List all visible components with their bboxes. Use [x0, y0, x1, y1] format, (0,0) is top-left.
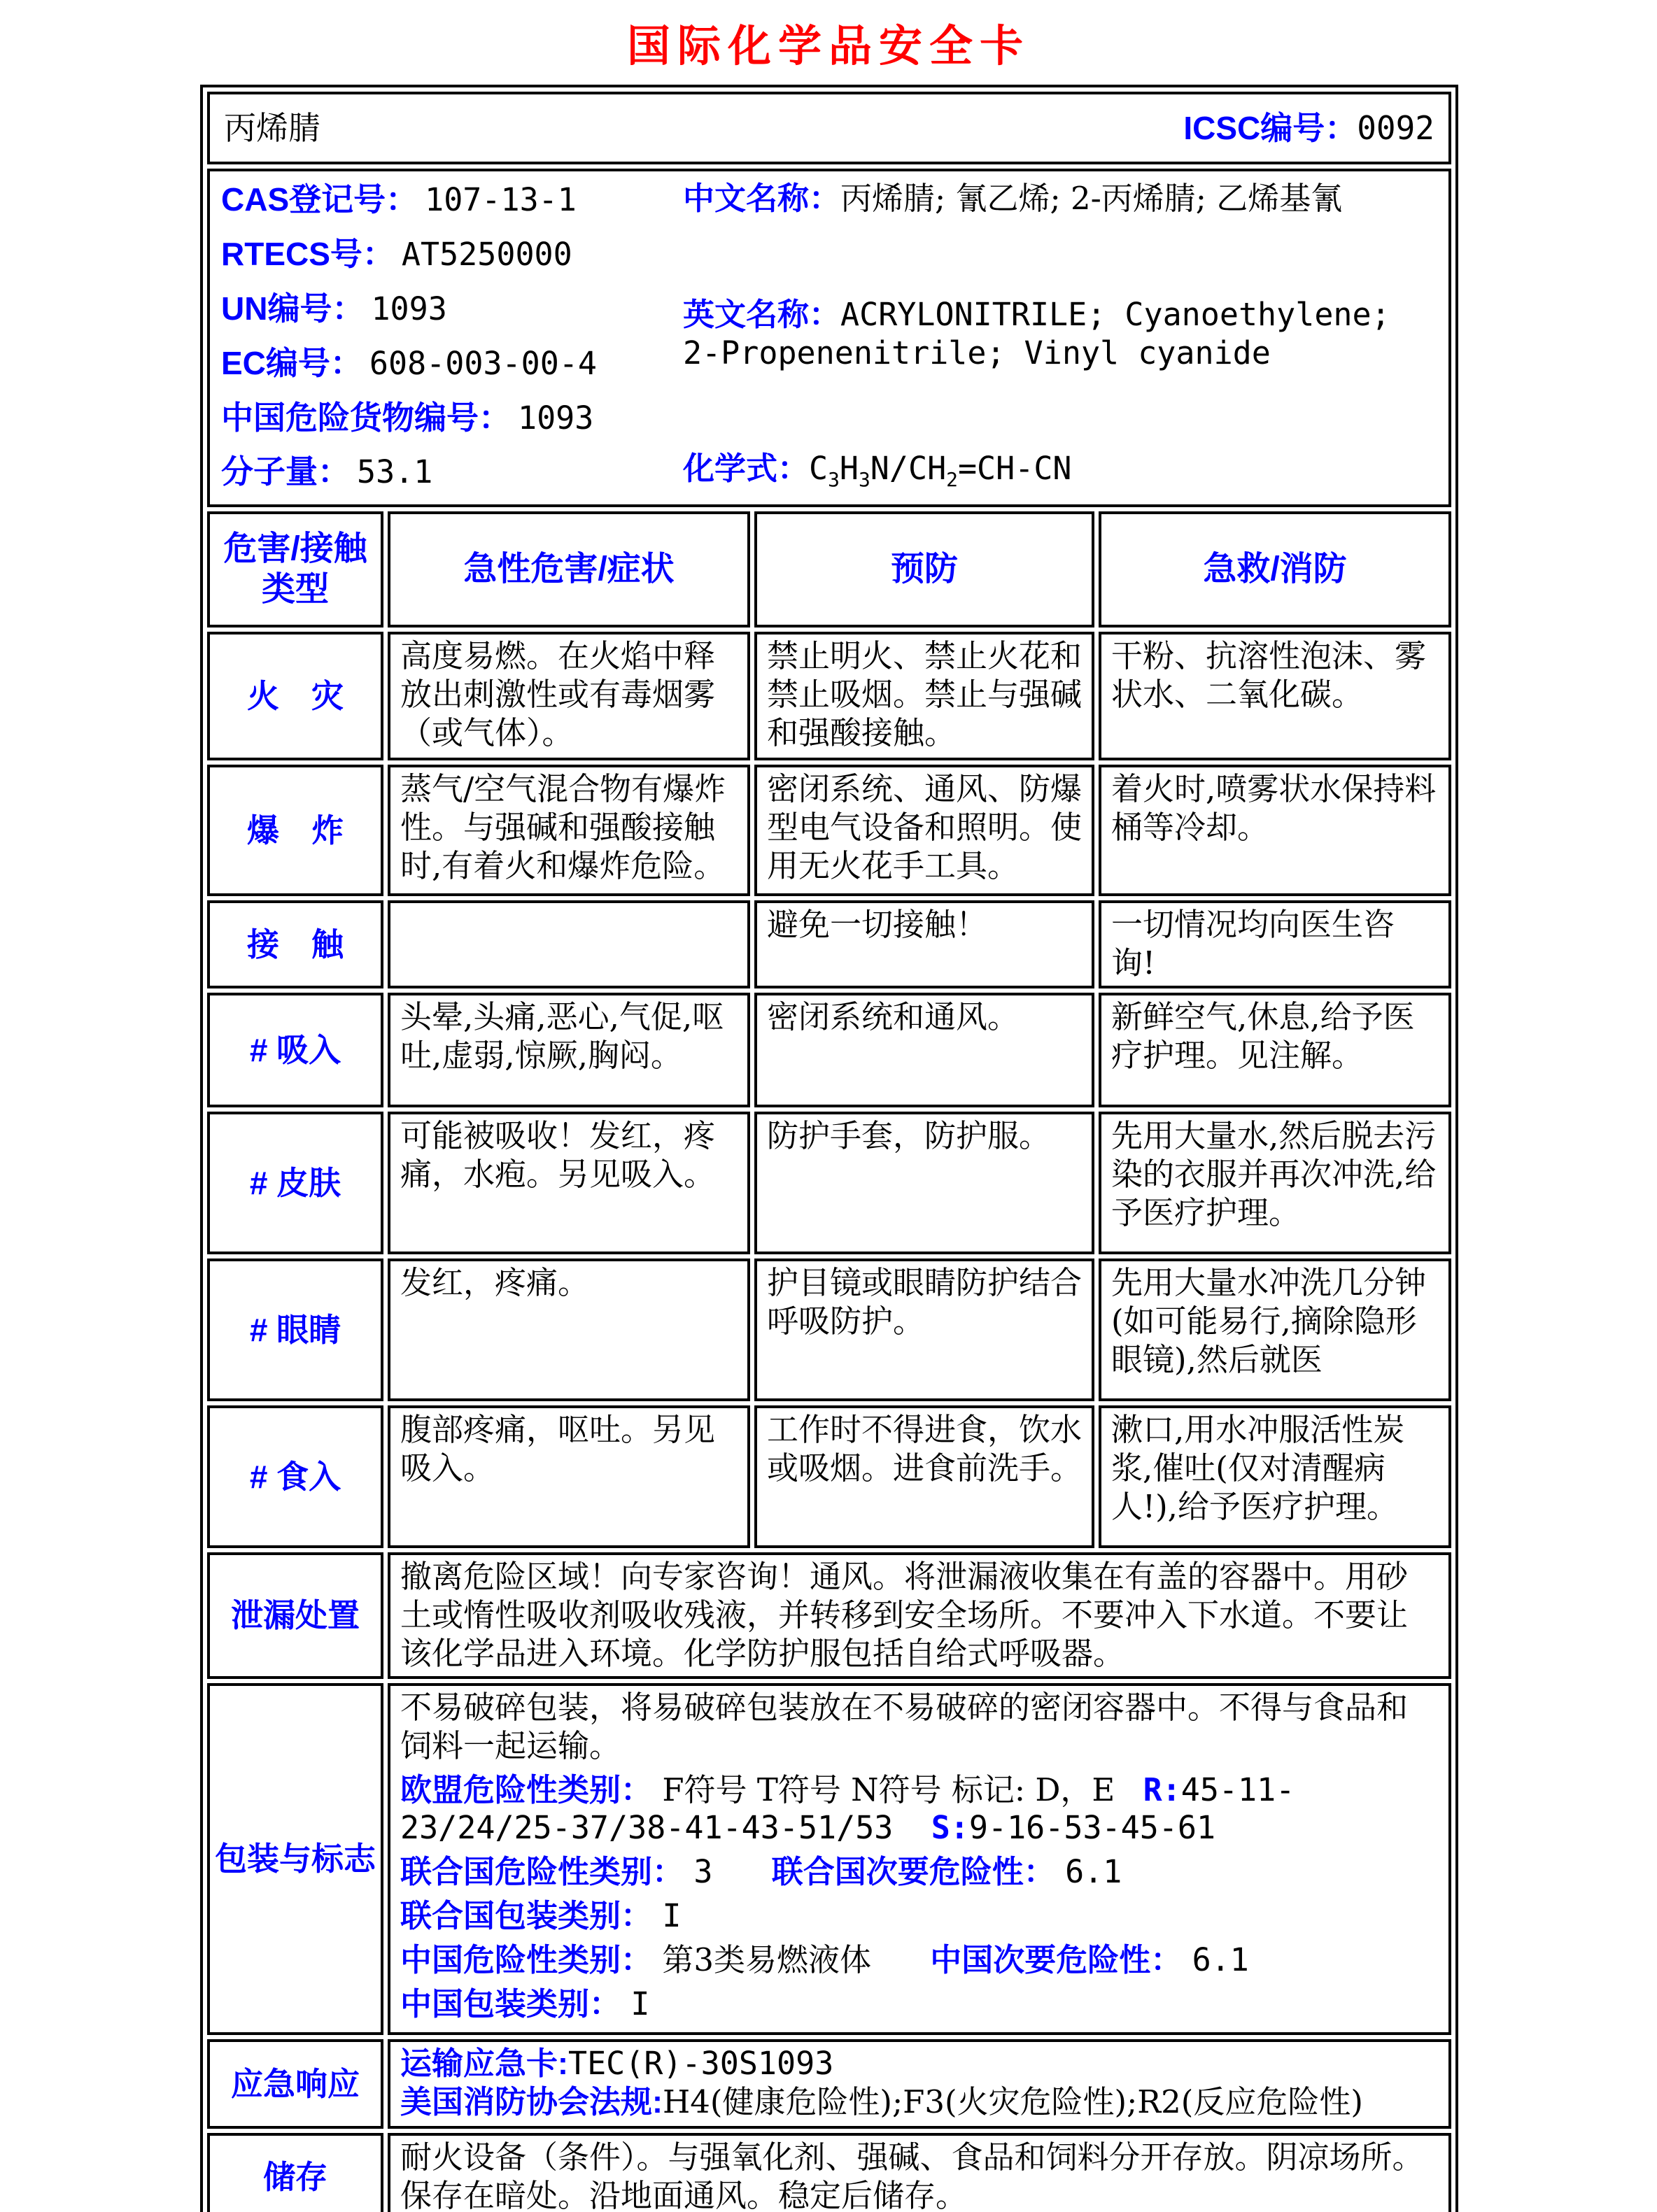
contact-prevention: 避免一切接触！ [754, 900, 1094, 988]
chemical-formula: $C_3H_3N/CH_2=CH-CN$ [809, 450, 1072, 492]
emergency-label: 应急响应 [207, 2039, 383, 2129]
chinese-name-label: 中文名称： [683, 180, 841, 216]
hazard-row-fire [207, 632, 1451, 760]
china-dg-number-line [221, 398, 683, 438]
cn-sub-label: 中国次要危险性： [930, 1942, 1183, 1978]
fire-response: 干粉、抗溶性泡沫、雾状水、二氧化碳。 [1099, 632, 1451, 760]
eyes-response: 先用大量水冲洗几分钟(如可能易行,摘除隐形眼镜),然后就医 [1099, 1259, 1451, 1401]
un-class-value: 3 [693, 1853, 713, 1891]
nfpa-value: H4(健康危险性);F3(火灾危险性);R2(反应危险性) [663, 2083, 1363, 2120]
ec-label: EC编号： [221, 344, 362, 381]
s-phrases-label: S: [931, 1809, 969, 1847]
hazard-row-contact [207, 900, 1451, 988]
chinese-name-value: 丙烯腈; 氰乙烯; 2-丙烯腈; 乙烯基氰 [840, 180, 1343, 217]
english-name-value: ACRYLONITRILE; Cyanoethylene; 2-Propenenitrile; Vinyl cyanide [683, 295, 1390, 371]
chinese-name-line [683, 180, 1437, 218]
ingestion-symptoms: 腹部疼痛，呕吐。另见吸入。 [388, 1405, 750, 1548]
cn-classification-line [400, 1941, 1439, 1980]
spill-content: 撤离危险区域！向专家咨询！通风。将泄漏液收集在有盖的容器中。用砂土或惰性吸收剂吸收残液，并转移到安全场所。不要冲入下水道。不要让该化学品进入环境。化学防护服包括自给式呼吸器。 [388, 1552, 1451, 1679]
icsc-label: ICSC编号： [1183, 109, 1358, 146]
un-pack-label: 联合国包装类别： [400, 1898, 653, 1934]
un-value: 1093 [371, 290, 447, 327]
fire-label: 火 灾 [207, 632, 383, 760]
inhalation-label: # 吸入 [207, 993, 383, 1107]
name-cell [207, 92, 1451, 164]
inhalation-symptoms: 头晕,头痛,恶心,气促,呕吐,虚弱,惊厥,胸闷。 [388, 993, 750, 1107]
eyes-prevention: 护目镜或眼睛防护结合呼吸防护。 [754, 1259, 1094, 1401]
molar-mass-label: 分子量： [221, 453, 350, 490]
header-prevention: 预防 [754, 511, 1094, 628]
un-label: UN编号： [221, 290, 365, 327]
skin-response: 先用大量水,然后脱去污染的衣服并再次冲洗,给予医疗护理。 [1099, 1112, 1451, 1254]
hazard-row-inhalation [207, 993, 1451, 1107]
un-packing-line [400, 1897, 1439, 1936]
hazard-row-ingestion [207, 1405, 1451, 1548]
icsc-value: 0092 [1357, 108, 1434, 147]
contact-symptoms [388, 900, 750, 988]
packaging-content [388, 1683, 1451, 2035]
cn-packing-line [400, 1985, 1439, 2024]
header-response: 急救/消防 [1099, 511, 1451, 628]
fire-prevention: 禁止明火、禁止火花和禁止吸烟。禁止与强碱和强酸接触。 [754, 632, 1094, 760]
hazard-row-eyes [207, 1259, 1451, 1401]
spill-label: 泄漏处置 [207, 1552, 383, 1679]
ec-value: 608-003-00-4 [369, 344, 598, 382]
rtecs-value: AT5250000 [401, 235, 572, 273]
contact-response: 一切情况均向医生咨询! [1099, 900, 1451, 988]
un-number-line [221, 289, 683, 329]
identifiers-layout [220, 174, 1439, 502]
un-sub-value: 6.1 [1065, 1853, 1122, 1891]
header-hazard-type: 危害/接触类型 [207, 511, 383, 628]
header-symptoms: 急性危害/症状 [388, 511, 750, 628]
icsc-number-group [1183, 108, 1434, 148]
cas-label: CAS登记号： [221, 181, 418, 218]
skin-prevention: 防护手套，防护服。 [754, 1112, 1094, 1254]
spill-row [207, 1552, 1451, 1679]
rtecs-number-line [221, 234, 683, 274]
un-class-label: 联合国危险性类别： [400, 1854, 684, 1890]
emergency-row [207, 2039, 1451, 2129]
storage-content: 耐火设备（条件）。与强氧化剂、强碱、食品和饲料分开存放。阴凉场所。保存在暗处。沿地面通风。稳定后储存。 [388, 2133, 1451, 2212]
english-name-label: 英文名称： [683, 296, 841, 332]
explosion-prevention: 密闭系统、通风、防爆型电气设备和照明。使用无火花手工具。 [754, 765, 1094, 896]
packaging-label: 包装与标志 [207, 1683, 383, 2035]
cn-pack-label: 中国包装类别： [400, 1986, 621, 2022]
formula-line [683, 450, 1437, 492]
s-phrases-value: 9-16-53-45-61 [968, 1809, 1216, 1847]
cn-class-label: 中国危险性类别： [400, 1942, 653, 1978]
storage-label: 储存 [207, 2133, 383, 2212]
explosion-symptoms: 蒸气/空气混合物有爆炸性。与强碱和强酸接触时,有着火和爆炸危险。 [388, 765, 750, 896]
ingestion-response: 漱口,用水冲服活性炭浆,催吐(仅对清醒病人!),给予医疗护理。 [1099, 1405, 1451, 1548]
cn-pack-value: I [630, 1985, 650, 2023]
hazard-header-row [207, 511, 1451, 628]
china-dg-value: 1093 [518, 399, 594, 437]
emergency-content [388, 2039, 1451, 2129]
page-title: 国际化学品安全卡 [626, 22, 1030, 71]
fire-symptoms: 高度易燃。在火焰中释放出刺激性或有毒烟雾（或气体）。 [388, 632, 750, 760]
tec-label: 运输应急卡: [400, 2045, 568, 2081]
safety-card-table [200, 85, 1458, 2212]
eu-classification-line [400, 1771, 1439, 1848]
identifiers-row [207, 169, 1451, 507]
name-row [207, 92, 1451, 164]
nfpa-line [400, 2083, 1439, 2122]
skin-label: # 皮肤 [207, 1112, 383, 1254]
hazard-row-explosion [207, 765, 1451, 896]
china-dg-label: 中国危险货物编号： [221, 399, 511, 436]
cas-number-line [221, 180, 683, 220]
name-flex [220, 100, 1439, 156]
packaging-row [207, 1683, 1451, 2035]
identifier-list [221, 180, 683, 492]
eu-class-label: 欧盟危险性类别： [400, 1771, 653, 1808]
ingestion-prevention: 工作时不得进食，饮水或吸烟。进食前洗手。 [754, 1405, 1094, 1548]
un-classification-line [400, 1853, 1439, 1892]
cn-sub-value: 6.1 [1192, 1941, 1249, 1979]
ingestion-label: # 食入 [207, 1405, 383, 1548]
formula-label: 化学式： [683, 451, 810, 487]
explosion-response: 着火时,喷雾状水保持料桶等冷却。 [1099, 765, 1451, 896]
eyes-symptoms: 发红，疼痛。 [388, 1259, 750, 1401]
r-phrases-value: 45-11-23/24/25-37/38-41-43-51/53 [400, 1771, 1295, 1847]
english-name-line [683, 296, 1437, 373]
cas-value: 107-13-1 [425, 181, 577, 218]
hazard-row-skin [207, 1112, 1451, 1254]
eyes-label: # 眼睛 [207, 1259, 383, 1401]
r-phrases-label: R: [1143, 1771, 1181, 1808]
molar-mass-line [221, 452, 683, 492]
tec-line [400, 2045, 1439, 2083]
nfpa-label: 美国消防协会法规: [400, 2083, 663, 2120]
explosion-label: 爆 炸 [207, 765, 383, 896]
rtecs-label: RTECS号： [221, 235, 395, 272]
name-formula-block [683, 180, 1437, 492]
ec-number-line [221, 343, 683, 383]
cn-class-value: 第3类易燃液体 [662, 1941, 871, 1979]
packaging-intro: 不易破碎包装，将易破碎包装放在不易破碎的密闭容器中。不得与食品和饲料一起运输。 [400, 1688, 1409, 1764]
chemical-name: 丙烯腈 [224, 108, 320, 147]
eu-class-value: F符号 T符号 N符号 标记: D，E [662, 1771, 1115, 1808]
contact-label: 接 触 [207, 900, 383, 988]
identifiers-cell [207, 169, 1451, 507]
inhalation-prevention: 密闭系统和通风。 [754, 993, 1094, 1107]
skin-symptoms: 可能被吸收！发红，疼痛，水疱。另见吸入。 [388, 1112, 750, 1254]
tec-value: TEC(R)-30S1093 [568, 2044, 834, 2082]
un-sub-label: 联合国次要危险性： [771, 1854, 1055, 1890]
inhalation-response: 新鲜空气,休息,给予医疗护理。见注解。 [1099, 993, 1451, 1107]
molar-mass-value: 53.1 [357, 453, 433, 491]
un-pack-value: I [662, 1897, 682, 1935]
storage-row [207, 2133, 1451, 2212]
